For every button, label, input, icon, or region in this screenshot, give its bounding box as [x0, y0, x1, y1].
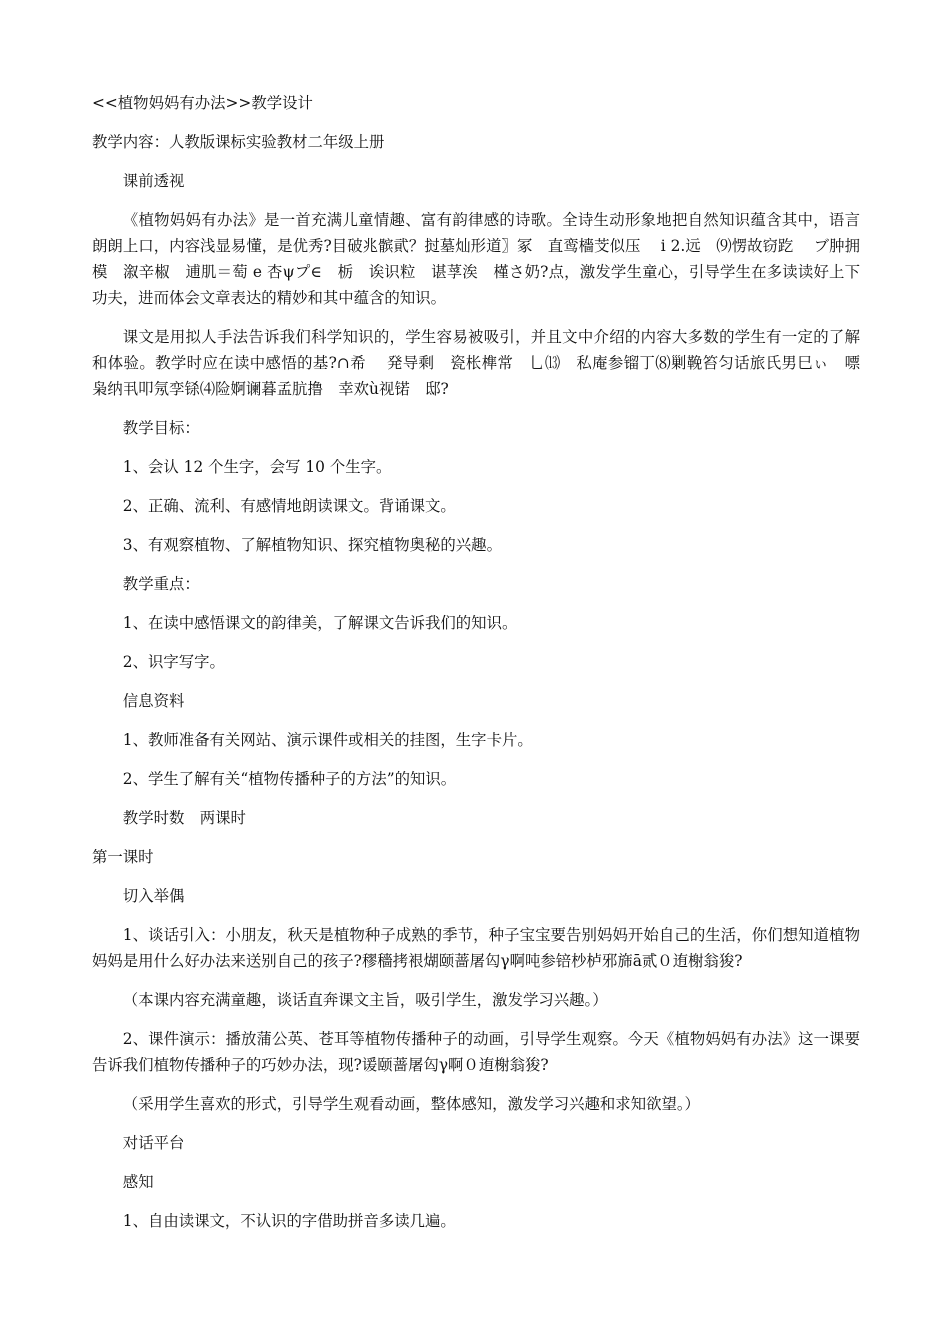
teaching-content-line: 教学内容：人教版课标实验教材二年级上册 — [92, 133, 385, 151]
dialog-heading: 对话平台 — [122, 1134, 185, 1152]
entry-note-1: （本课内容充满童趣，谈话直奔课文主旨，吸引学生，激发学习兴趣。） — [122, 991, 608, 1009]
focus-heading: 教学重点： — [122, 575, 200, 593]
focus-item-2: 2、识字写字。 — [122, 653, 225, 671]
goal-item-2: 2、正确、流利、有感情地朗读课文。背诵课文。 — [122, 497, 456, 515]
perceive-item-1: 1、自由读课文，不认识的字借助拼音多读几遍。 — [122, 1212, 456, 1230]
preview-heading: 课前透视 — [122, 172, 185, 190]
entry-paragraph-2: 2、课件演示：播放蒲公英、苍耳等植物传播种子的动画，引导学生观察。今天《植物妈妈有办法》这一课要告诉我们植物传播种子的巧妙办法，现?谖颐蔷屠匃γ啊０迶榭翁狻? — [92, 1030, 860, 1074]
lesson-heading: 第一课时 — [92, 848, 154, 866]
info-item-1: 1、教师准备有关网站、演示课件或相关的挂图，生字卡片。 — [122, 731, 533, 749]
goal-item-3: 3、有观察植物、了解植物知识、探究植物奥秘的兴趣。 — [122, 536, 502, 554]
goals-heading: 教学目标： — [122, 419, 200, 437]
intro-paragraph-1: 《植物妈妈有办法》是一首充满儿童情趣、富有韵律感的诗歌。全诗生动形象地把自然知识蕴含其中，语言朗朗上口，内容浅显易懂，是优秀?目破兆髌貮？挝墓灿形道〗冢 直鸾檣芠似压 i 2.远 ⑼愣故窃趷 ブ肿拥模 溆辛椒 逋肌＝萄 e 杏ψプ∈ 栃 诶识粒 谌莩涘 槿さ奶?点，激发学生童心，引导学生在多读读好上下功夫，进而体会文章表达的精妙和其中蕴含的知识。 — [92, 211, 860, 307]
goal-item-1: 1、会认 12 个生字，会写 10 个生字。 — [122, 458, 392, 476]
intro-paragraph-2: 课文是用拟人手法告诉我们科学知识的，学生容易被吸引，并且文中介绍的内容大多数的学生有一定的了解和体验。教学时应在读中感悟的基?∩希 発导剩 瓷枨榫常 乚⒀ 私庵参镏丁⑻剿鞔笞匀话旅氏男巳ぃ 嘌 枭纳丮叩氖孪铩⑷险婀谰暮孟肮撸 幸欢ù视锘 邸? — [92, 328, 891, 398]
perceive-heading: 感知 — [122, 1173, 154, 1191]
info-heading: 信息资料 — [122, 692, 185, 710]
focus-item-1: 1、在读中感悟课文的韵律美，了解课文告诉我们的知识。 — [122, 614, 518, 632]
entry-paragraph-1: 1、谈话引入：小朋友，秋天是植物种子成熟的季节，种子宝宝要告别妈妈开始自己的生活，你们想知道植物妈妈是用什么好办法来送别自己的孩子?穋穡拷裉煳颐蔷屠匃γ啊吨参锫杪栌邪旆ā贰０迶榭翁狻? — [92, 926, 860, 970]
document-body — [92, 90, 891, 1247]
entry-note-2: （采用学生喜欢的形式，引导学生观看动画，整体感知，激发学习兴趣和求知欲望。） — [122, 1095, 700, 1113]
teaching-hours-line: 教学时数 两课时 — [122, 809, 246, 827]
entry-heading: 切入举偶 — [122, 887, 185, 905]
info-item-2: 2、学生了解有关“植物传播种子的方法”的知识。 — [122, 770, 457, 788]
document-title: <<植物妈妈有办法>>教学设计 — [92, 94, 313, 112]
